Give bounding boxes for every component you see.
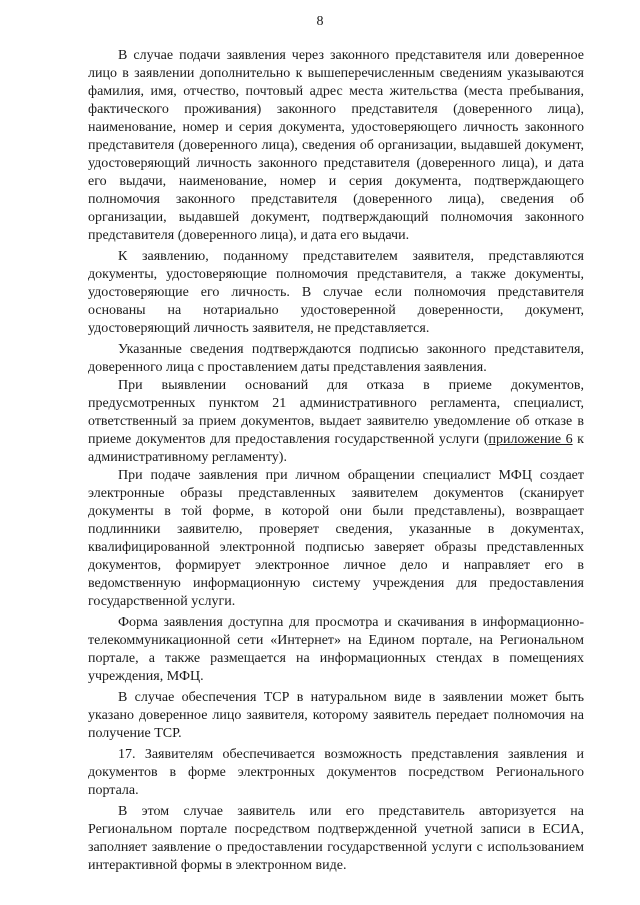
refusal-text-before: При выявлении оснований для отказа в приеме документов, предусмотренных пунктом 21 административного регламента, специалист, ответственный за прием документов, выдает заявителю уведомление об отказе в приеме документов для предоставления государственной услуги (	[88, 378, 584, 447]
refusal-text-after: к административному регламенту).	[88, 432, 584, 465]
document-body	[88, 47, 584, 875]
paragraph-signature-confirmation: Указанные сведения подтверждаются подписью законного представителя, доверенного лица с проставлением даты представления заявления.	[88, 342, 584, 375]
paragraph-esia-authorization: В этом случае заявитель или его представитель авторизуется на Региональном портале посредством подтвержденной учетной записи в ЕСИА, заполняет заявление о предоставлении государственной услуги с использованием интерактивной формы в электронном виде.	[88, 804, 584, 873]
paragraph-representative-details: В случае подачи заявления через законного представителя или доверенное лицо в заявлении дополнительно к вышеперечисленным сведениям указываются фамилия, имя, отчество, почтовый адрес места жительства (места пребывания, фактического проживания) законного представителя (доверенного лица), наименование, номер и серия документа, удостоверяющего личность законного представителя (доверенного лица), сведения об организации, выдавшей документ, удостоверяющий личность законного представителя (доверенного лица), и дата его выдачи, наименование, номер и серия документа, подтверждающего полномочия законного представителя (доверенного лица), сведения об организации, выдавшей документ, подтверждающий полномочия законного представителя (доверенного лица), и дата его выдачи.	[88, 48, 584, 243]
paragraph-item-17: 17. Заявителям обеспечивается возможность представления заявления и документов в форме электронных документов посредством Регионального портала.	[88, 747, 584, 798]
appendix-6-link[interactable]: приложение 6	[488, 432, 573, 447]
page-number: 8	[316, 14, 324, 29]
paragraph-form-availability: Форма заявления доступна для просмотра и скачивания в информационно-телекоммуникационной сети «Интернет» на Едином портале, на Региональном портале, а также размещается на информационных стендах в помещениях учреждения, МФЦ.	[88, 615, 584, 684]
paragraph-mfc-personal-visit: При подаче заявления при личном обращении специалист МФЦ создает электронные образы представленных заявителем документов (сканирует документы в той форме, в которой они были представлены), возвращает подлинники заявителю, проверяет сведения, указанные в документах, квалифицированной электронной подписью заверяет образы представленных документов, формирует электронное личное дело и направляет его в ведомственную информационную систему учреждения для предоставления государственной услуги.	[88, 468, 584, 609]
paragraph-representative-documents: К заявлению, поданному представителем заявителя, представляются документы, удостоверяющие полномочия представителя, а также документы, удостоверяющие его личность. В случае если полномочия представителя основаны на нотариально удостоверенной доверенности, документ, удостоверяющий личность заявителя, не представляется.	[88, 249, 584, 336]
paragraph-refusal-notice	[88, 377, 584, 467]
paragraph-tsr-trustee: В случае обеспечения ТСР в натуральном виде в заявлении может быть указано доверенное лицо заявителя, которому заявитель передает полномочия на получение ТСР.	[88, 690, 584, 741]
